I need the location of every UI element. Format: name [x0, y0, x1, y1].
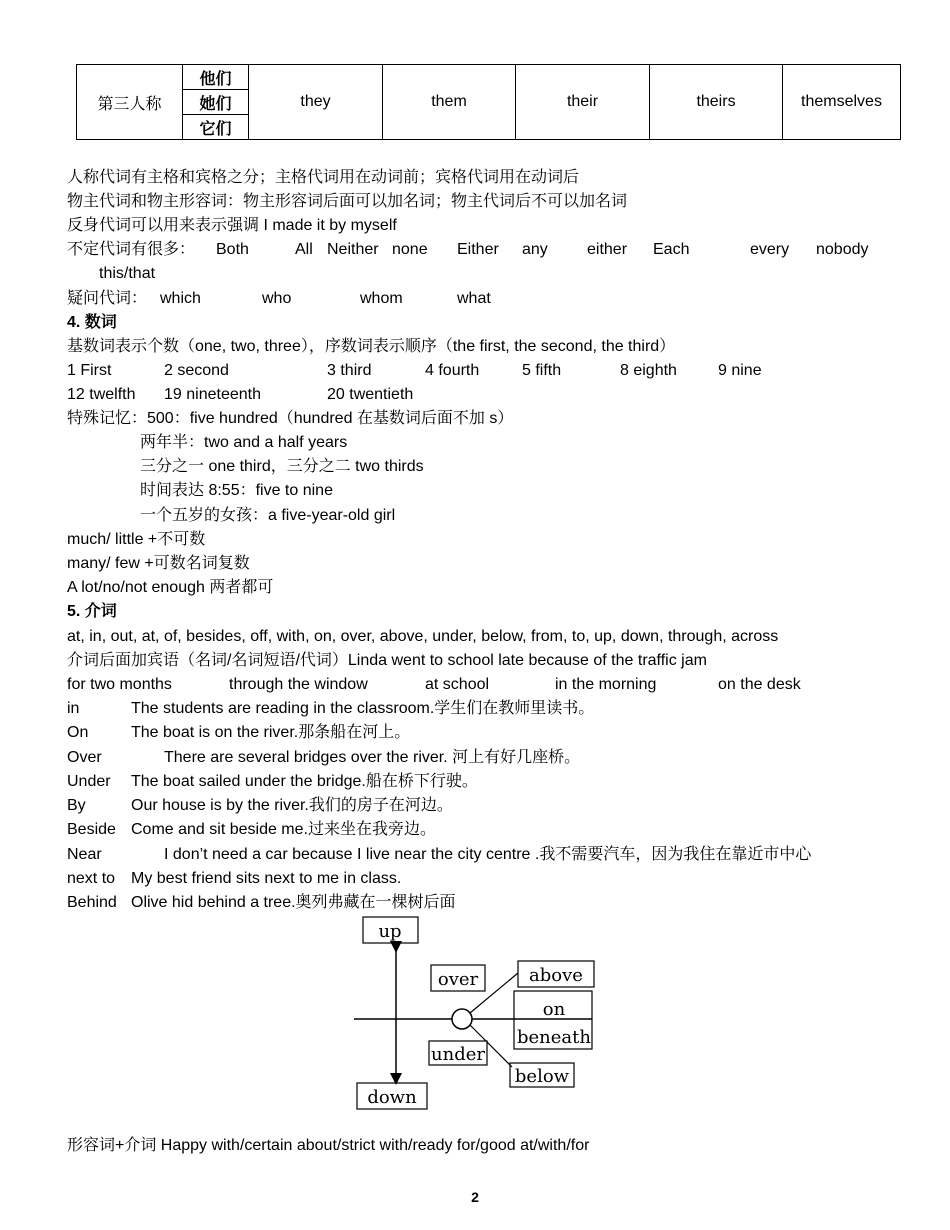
word: every: [750, 241, 790, 258]
over-label: over: [437, 969, 479, 990]
note-line: 时间表达 8:55：five to nine: [140, 482, 333, 499]
down-label: down: [367, 1087, 417, 1108]
note-line: 两年半：two and a half years: [140, 434, 348, 451]
word: nobody: [816, 241, 869, 258]
word: what: [457, 290, 491, 307]
table-cell: themselves: [783, 65, 901, 140]
table-person-cell: 第三人称: [77, 65, 183, 140]
word: none: [392, 241, 428, 258]
note-line: 基数词表示个数（one, two, three），序数词表示顺序（the first, the second, the third）: [67, 338, 676, 355]
word: Neither: [327, 241, 379, 258]
table-cell: their: [516, 65, 650, 140]
word: any: [522, 241, 548, 258]
page-number: 2: [471, 1189, 479, 1205]
table-cell: them: [383, 65, 516, 140]
word: this/that: [99, 265, 156, 282]
table-cell: theirs: [650, 65, 783, 140]
word: Each: [653, 241, 690, 258]
note-line: 特殊记忆：500：five hundred（hundred 在基数词后面不加 s）: [67, 410, 514, 427]
under-label: under: [431, 1044, 485, 1065]
beneath-label: beneath: [517, 1027, 591, 1048]
word: which: [160, 290, 201, 307]
note-line: 三分之一 one third，三分之二 two thirds: [140, 458, 424, 475]
pronoun-table: [76, 64, 901, 140]
table-subject-cell: 他们: [183, 65, 249, 90]
note-line: 一个五岁的女孩：a five-year-old girl: [140, 507, 396, 524]
note-line: 介词后面加宾语（名词/名词短语/代词）Linda went to school late because of the traffic jam: [67, 652, 707, 669]
table-subject-cell: 它们: [183, 115, 249, 140]
note-line: many/ few +可数名词复数: [67, 555, 250, 572]
note-line: 形容词+介词 Happy with/certain about/strict with/ready for/good at/with/for: [67, 1137, 590, 1154]
word: who: [262, 290, 292, 307]
table-subject-cell: 她们: [183, 90, 249, 115]
note-line: 物主代词和物主形容词：物主形容词后面可以加名词；物主代词后不可以加名词: [67, 193, 628, 210]
object-circle: [452, 1009, 472, 1029]
word: whom: [360, 290, 403, 307]
above-label: above: [529, 965, 583, 986]
word: either: [587, 241, 628, 258]
note-line: 反身代词可以用来表示强调 I made it by myself: [67, 217, 397, 234]
word: Both: [216, 241, 249, 258]
table-cell: they: [249, 65, 383, 140]
preposition-diagram: [352, 915, 602, 1115]
up-label: up: [378, 921, 402, 942]
below-label: below: [514, 1066, 570, 1087]
note-line: much/ little +不可数: [67, 531, 206, 548]
section-heading: 5. 介词: [67, 603, 117, 620]
section-heading: 4. 数词: [67, 314, 117, 331]
note-line: at, in, out, at, of, besides, off, with, on, over, above, under, below, from, to, up, down, through, across: [67, 628, 779, 645]
on-label: on: [542, 999, 566, 1020]
word: Either: [457, 241, 499, 258]
note-line: A lot/no/not enough 两者都可: [67, 579, 274, 596]
word: All: [295, 241, 313, 258]
note-line: 人称代词有主格和宾格之分；主格代词用在动词前；宾格代词用在动词后: [67, 169, 580, 186]
